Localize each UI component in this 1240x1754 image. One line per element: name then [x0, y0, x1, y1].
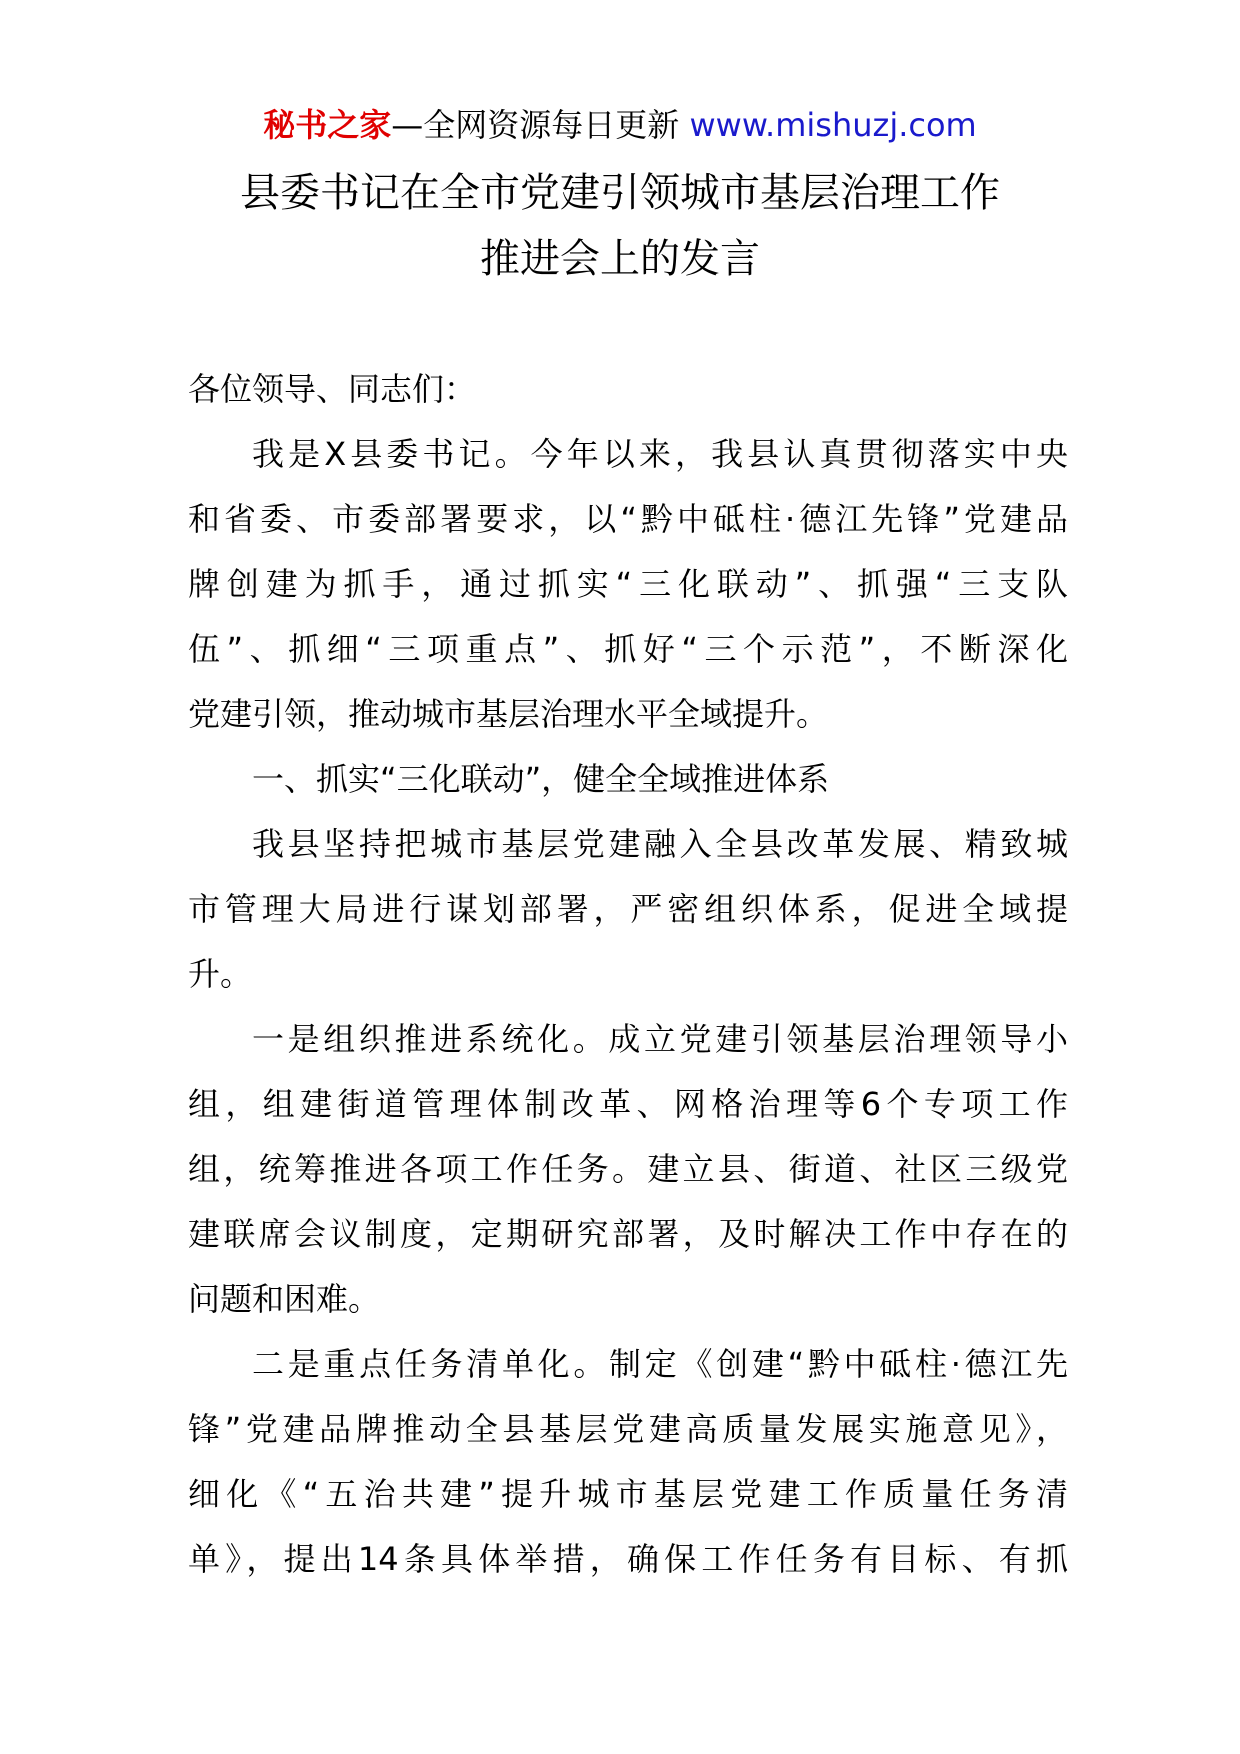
paragraph-line: 升。 — [188, 955, 253, 993]
paragraph-line: 党建引领，推动城市基层治理水平全域提升。 — [188, 695, 829, 733]
paragraph-line: 建联席会议制度，定期研究部署，及时解决工作中存在的 — [188, 1215, 1068, 1253]
paragraph-line: 二是重点任务清单化。制定《创建“黔中砥柱·德江先 — [252, 1345, 1068, 1383]
greeting: 各位领导、同志们： — [188, 370, 477, 408]
document-title-line-1: 县委书记在全市党建引领城市基层治理工作 — [240, 170, 1000, 216]
banner-tagline: —全网资源每日更新 — [391, 106, 680, 144]
paragraph-line: 和省委、市委部署要求，以“黔中砥柱·德江先锋”党建品 — [188, 500, 1068, 538]
website-link[interactable]: www.mishuzj.com — [689, 106, 977, 144]
document-body — [188, 357, 1068, 1592]
paragraph-line: 一是组织推进系统化。成立党建引领基层治理领导小 — [252, 1020, 1068, 1058]
paragraph-line: 伍”、抓细“三项重点”、抓好“三个示范”，不断深化 — [188, 630, 1068, 668]
paragraph-line: 我是X县委书记。今年以来，我县认真贯彻落实中央 — [252, 435, 1068, 473]
paragraph-line: 问题和困难。 — [188, 1280, 381, 1318]
paragraph-line: 单》，提出14条具体举措，确保工作任务有目标、有抓 — [188, 1540, 1068, 1578]
paragraph-line: 组，统筹推进各项工作任务。建立县、街道、社区三级党 — [188, 1150, 1068, 1188]
site-banner — [0, 100, 1240, 150]
section-heading: 一、抓实“三化联动”，健全全域推进体系 — [252, 760, 830, 798]
paragraph-line: 市管理大局进行谋划部署，严密组织体系，促进全域提 — [188, 890, 1068, 928]
document-title-line-2: 推进会上的发言 — [480, 236, 760, 282]
paragraph-line: 细化《“五治共建”提升城市基层党建工作质量任务清 — [188, 1475, 1068, 1513]
paragraph-line: 牌创建为抓手，通过抓实“三化联动”、抓强“三支队 — [188, 565, 1068, 603]
brand-name: 秘书之家 — [263, 106, 392, 144]
paragraph-line: 组，组建街道管理体制改革、网格治理等6个专项工作 — [188, 1085, 1068, 1123]
paragraph-line: 锋”党建品牌推动全县基层党建高质量发展实施意见》， — [188, 1410, 1068, 1448]
paragraph-line: 我县坚持把城市基层党建融入全县改革发展、精致城 — [252, 825, 1068, 863]
